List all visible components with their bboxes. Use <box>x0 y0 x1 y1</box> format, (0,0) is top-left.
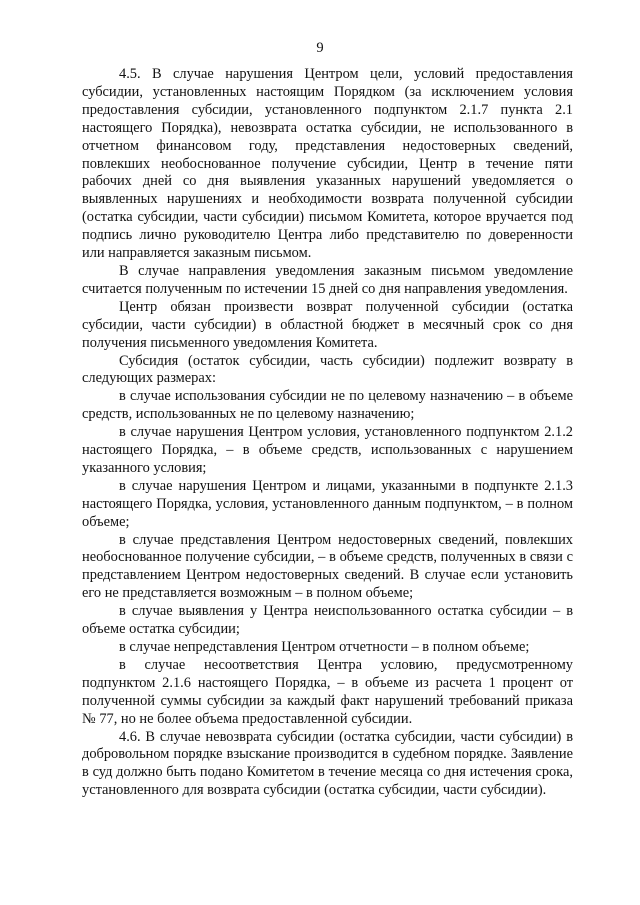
list-item-condition-2-1-2: в случае нарушения Центром условия, установленного подпунктом 2.1.2 настоящего Порядка, – в объеме средств, использованных с нарушением указанного условия; <box>82 424 573 476</box>
paragraph-4-6: 4.6. В случае невозврата субсидии (остатка субсидии, части субсидии) в добровольном порядке взыскание производится в судебном порядке. Заявление в суд должно быть подано Комитетом в течение месяца со дня истечения срока, установленного для возврата субсидии (остатка субсидии, части субсидии). <box>82 728 573 799</box>
list-item-condition-2-1-6: в случае несоответствия Центра условию, предусмотренному подпунктом 2.1.6 настоящего Порядка, – в объеме из расчета 1 процент от полученной суммы субсидии за каждый факт нарушений требований приказа № 77, но не более объема предоставленной субсидии. <box>82 656 573 727</box>
list-item-misuse: в случае использования субсидии не по целевому назначению – в объеме средств, использованных не по целевому назначению; <box>82 388 573 423</box>
page-number: 9 <box>316 40 324 56</box>
list-item-false-information: в случае представления Центром недостоверных сведений, повлекших необоснованное получение субсидии, – в объеме средств, полученных в связи с представлением Центром недостоверных сведений. В случае если установить его не представляется возможным – в полном объеме; <box>82 531 573 602</box>
paragraph-notice-by-mail: В случае направления уведомления заказным письмом уведомление считается полученным по истечении 15 дней со дня направления уведомления. <box>82 262 573 297</box>
paragraph-refund-amounts-intro: Субсидия (остаток субсидии, часть субсидии) подлежит возврату в следующих размерах: <box>82 352 573 387</box>
paragraph-4-5: 4.5. В случае нарушения Центром цели, условий предоставления субсидии, установленных настоящим Порядком (за исключением условия предоставления субсидии, установленного подпунктом 2.1.7 пункта 2.1 настоящего Порядка), невозврата остатка субсидии, не использованного в отчетном финансовом году, представления недостоверных сведений, повлекших необоснованное получение субсидии, Центр в течение пяти рабочих дней со дня выявления указанных нарушений уведомляется о выявленных нарушениях и необходимости возврата полученной субсидии (остатка субсидии, части субсидии) письмом Комитета, которое вручается под подпись лично руководителю Центра либо представителю по доверенности или направляется заказным письмом. <box>82 66 573 262</box>
list-item-unused-balance: в случае выявления у Центра неиспользованного остатка субсидии – в объеме остатка субсидии; <box>82 603 573 638</box>
list-item-no-reporting: в случае непредставления Центром отчетности – в полном объеме; <box>119 639 530 655</box>
page-body <box>82 66 573 800</box>
paragraph-refund-obligation: Центр обязан произвести возврат полученной субсидии (остатка субсидии, части субсидии) в областной бюджет в месячный срок со дня получения письменного уведомления Комитета. <box>82 298 573 351</box>
list-item-condition-2-1-3: в случае нарушения Центром и лицами, указанными в подпункте 2.1.3 настоящего Порядка, условия, установленного данным подпунктом, – в полном объеме; <box>82 477 573 530</box>
